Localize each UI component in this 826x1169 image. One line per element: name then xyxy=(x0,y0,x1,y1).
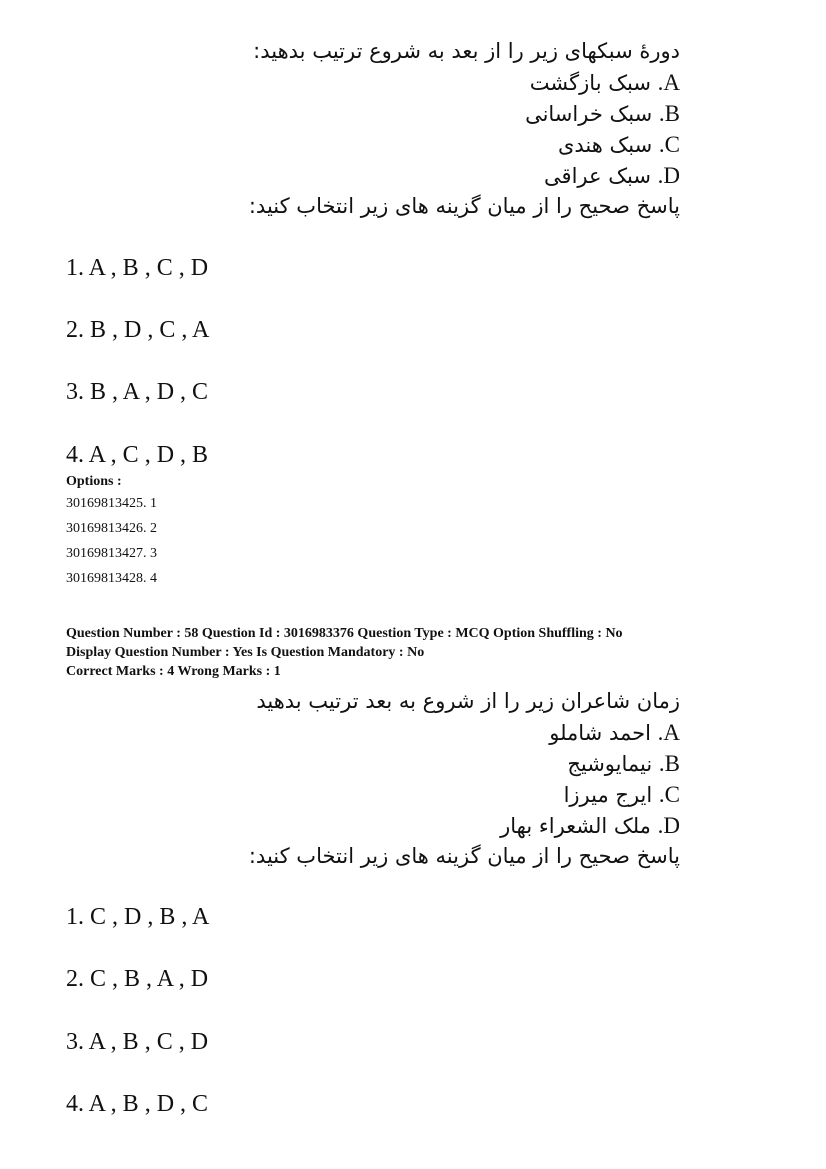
q57-instruction: پاسخ صحیح را از میان گزینه های زیر انتخاب کنید: xyxy=(248,194,680,218)
q58-answer-4: 4. A , B , D , C xyxy=(66,1091,209,1117)
option-id-1: 30169813425. 1 xyxy=(66,496,157,511)
option-id-3: 30169813427. 3 xyxy=(66,546,157,561)
options-label: Options : xyxy=(66,474,122,489)
option-id-2: 30169813426. 2 xyxy=(66,521,157,536)
q57-answer-1: 1. A , B , C , D xyxy=(66,255,209,281)
q58-item-b: B. نیمایوشیج xyxy=(567,751,680,776)
q58-answer-3: 3. A , B , C , D xyxy=(66,1029,209,1055)
q58-meta-line-1: Question Number : 58 Question Id : 3016983376 Question Type : MCQ Option Shuffling : No xyxy=(66,626,623,641)
q57-answer-2: 2. B , D , C , A xyxy=(66,317,210,343)
q58-meta-line-3: Correct Marks : 4 Wrong Marks : 1 xyxy=(66,664,281,679)
q58-instruction: پاسخ صحیح را از میان گزینه های زیر انتخاب کنید: xyxy=(248,844,680,868)
q57-options xyxy=(66,472,157,591)
q58-question-prompt: زمان شاعران زیر را از شروع به بعد ترتیب بدهید xyxy=(256,689,680,713)
q57-item-d: D. سبک عراقی xyxy=(544,163,680,188)
q57-answer-3: 3. B , A , D , C xyxy=(66,379,209,405)
q57-item-a: A. سبک بازگشت xyxy=(529,70,680,95)
q57-item-b: B. سبک خراسانی xyxy=(525,101,680,126)
q57-question-block xyxy=(60,36,680,222)
q58-question-block xyxy=(60,686,680,872)
option-id-4: 30169813428. 4 xyxy=(66,571,157,586)
q57-item-c: C. سبک هندی xyxy=(557,132,680,157)
q58-item-d: D. ملک الشعراء بهار xyxy=(500,813,680,838)
q58-item-a: A. احمد شاملو xyxy=(549,720,680,745)
q58-answer-2: 2. C , B , A , D xyxy=(66,966,209,992)
q58-meta xyxy=(66,624,623,681)
q57-question-prompt: دورهٔ سبکهای زیر را از بعد به شروع ترتیب بدهید: xyxy=(253,39,680,63)
q57-answer-4: 4. A , C , D , B xyxy=(66,442,209,468)
q58-item-c: C. ایرج میرزا xyxy=(563,782,680,807)
q58-answer-1: 1. C , D , B , A xyxy=(66,904,210,930)
q58-meta-line-2: Display Question Number : Yes Is Question Mandatory : No xyxy=(66,645,425,660)
